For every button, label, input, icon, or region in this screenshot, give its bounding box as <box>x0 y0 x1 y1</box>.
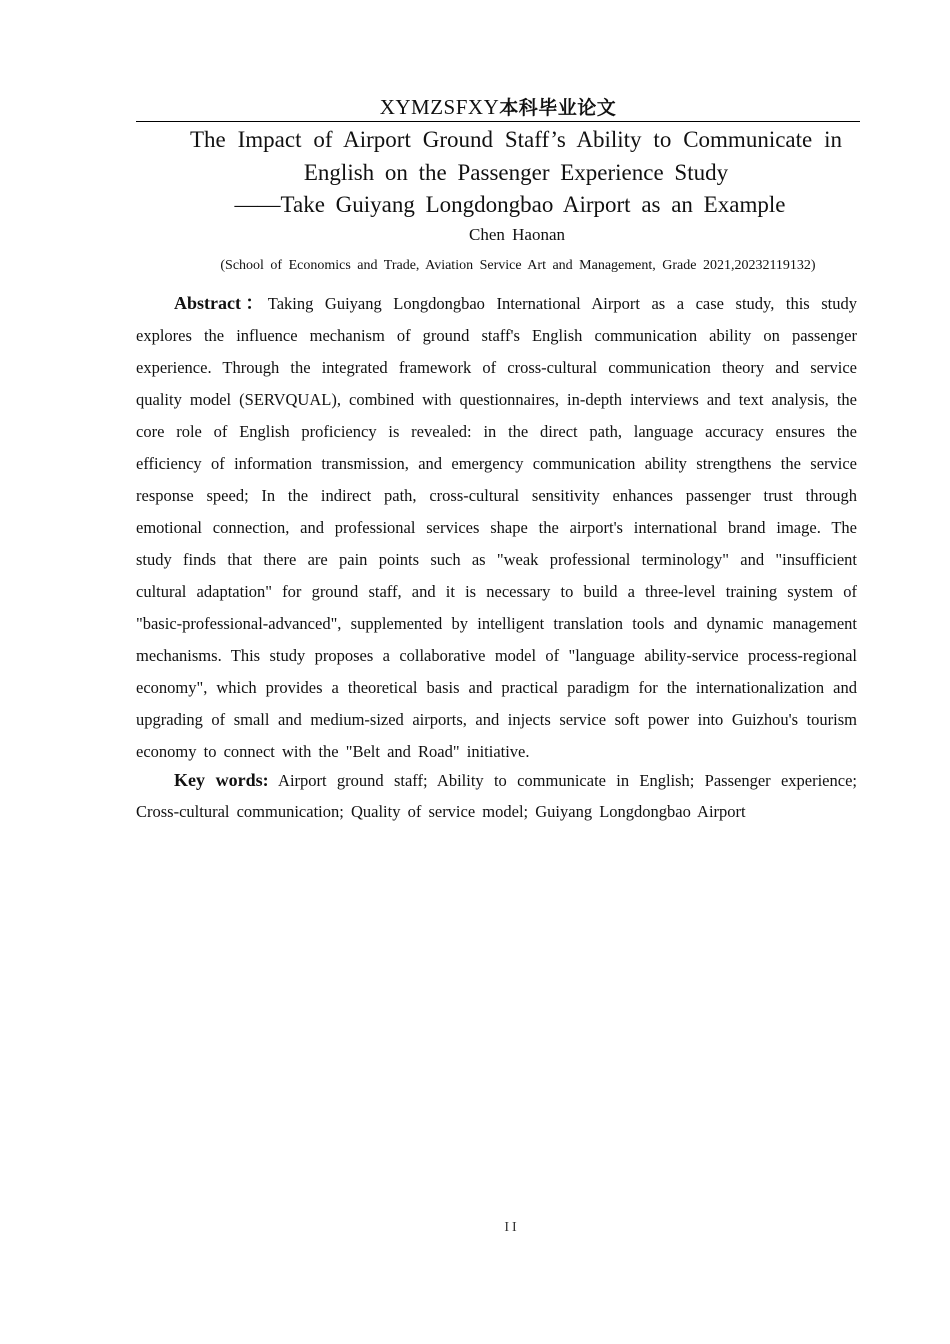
keywords-paragraph <box>136 765 857 827</box>
abstract-label: Abstract： <box>174 293 268 313</box>
abstract-text: Taking Guiyang Longdongbao International Airport as a case study, this study explores the influence mechanism of ground staff's English communication ability on passenger experience. Through the integrated framework of cross-cultural communication theory and service quality model (SERVQUAL), combined with questionnaires, in-depth interviews and text analysis, the core role of English proficiency is revealed: in the direct path, language accuracy ensures the efficiency of information transmission, and emergency communication ability strengthens the service response speed; In the indirect path, cross-cultural sensitivity enhances passenger trust through emotional connection, and professional services shape the airport's international brand image. The study finds that there are pain points such as "weak professional terminology" and "insufficient cultural adaptation" for ground staff, and it is necessary to build a three-level training system of "basic-professional-advanced", supplemented by intelligent translation tools and dynamic management mechanisms. This study proposes a collaborative model of "language ability-service process-regional economy", which provides a theoretical basis and practical paradigm for the internationalization and upgrading of small and medium-sized airports, and injects service soft power into Guizhou's tourism economy to connect with the "Belt and Road" initiative. <box>136 294 857 761</box>
author-name: Chen Haonan <box>468 225 565 244</box>
page-number: II <box>504 1220 520 1235</box>
running-header <box>136 94 860 121</box>
keywords-label: Key words: <box>174 770 269 790</box>
header-rule <box>136 121 860 122</box>
paper-title <box>190 124 842 222</box>
keywords-text: Airport ground staff; Ability to communicate in English; Passenger experience; Cross-cultural communication; Quality of service model; Guiyang Longdongbao Airport <box>136 771 857 821</box>
header-chinese: 本科毕业论文 <box>499 97 617 119</box>
title-line-1: The Impact of Airport Ground Staff’s Ability to Communicate in <box>190 127 842 152</box>
title-subtitle: ——Take Guiyang Longdongbao Airport as an Example <box>234 192 786 217</box>
abstract-paragraph <box>136 287 857 768</box>
author-affiliation: (School of Economics and Trade, Aviation Service Art and Management, Grade 2021,20232119132) <box>220 258 816 273</box>
title-line-2: English on the Passenger Experience Study <box>303 159 729 185</box>
header-latin: XYMZSFXY <box>379 95 500 119</box>
